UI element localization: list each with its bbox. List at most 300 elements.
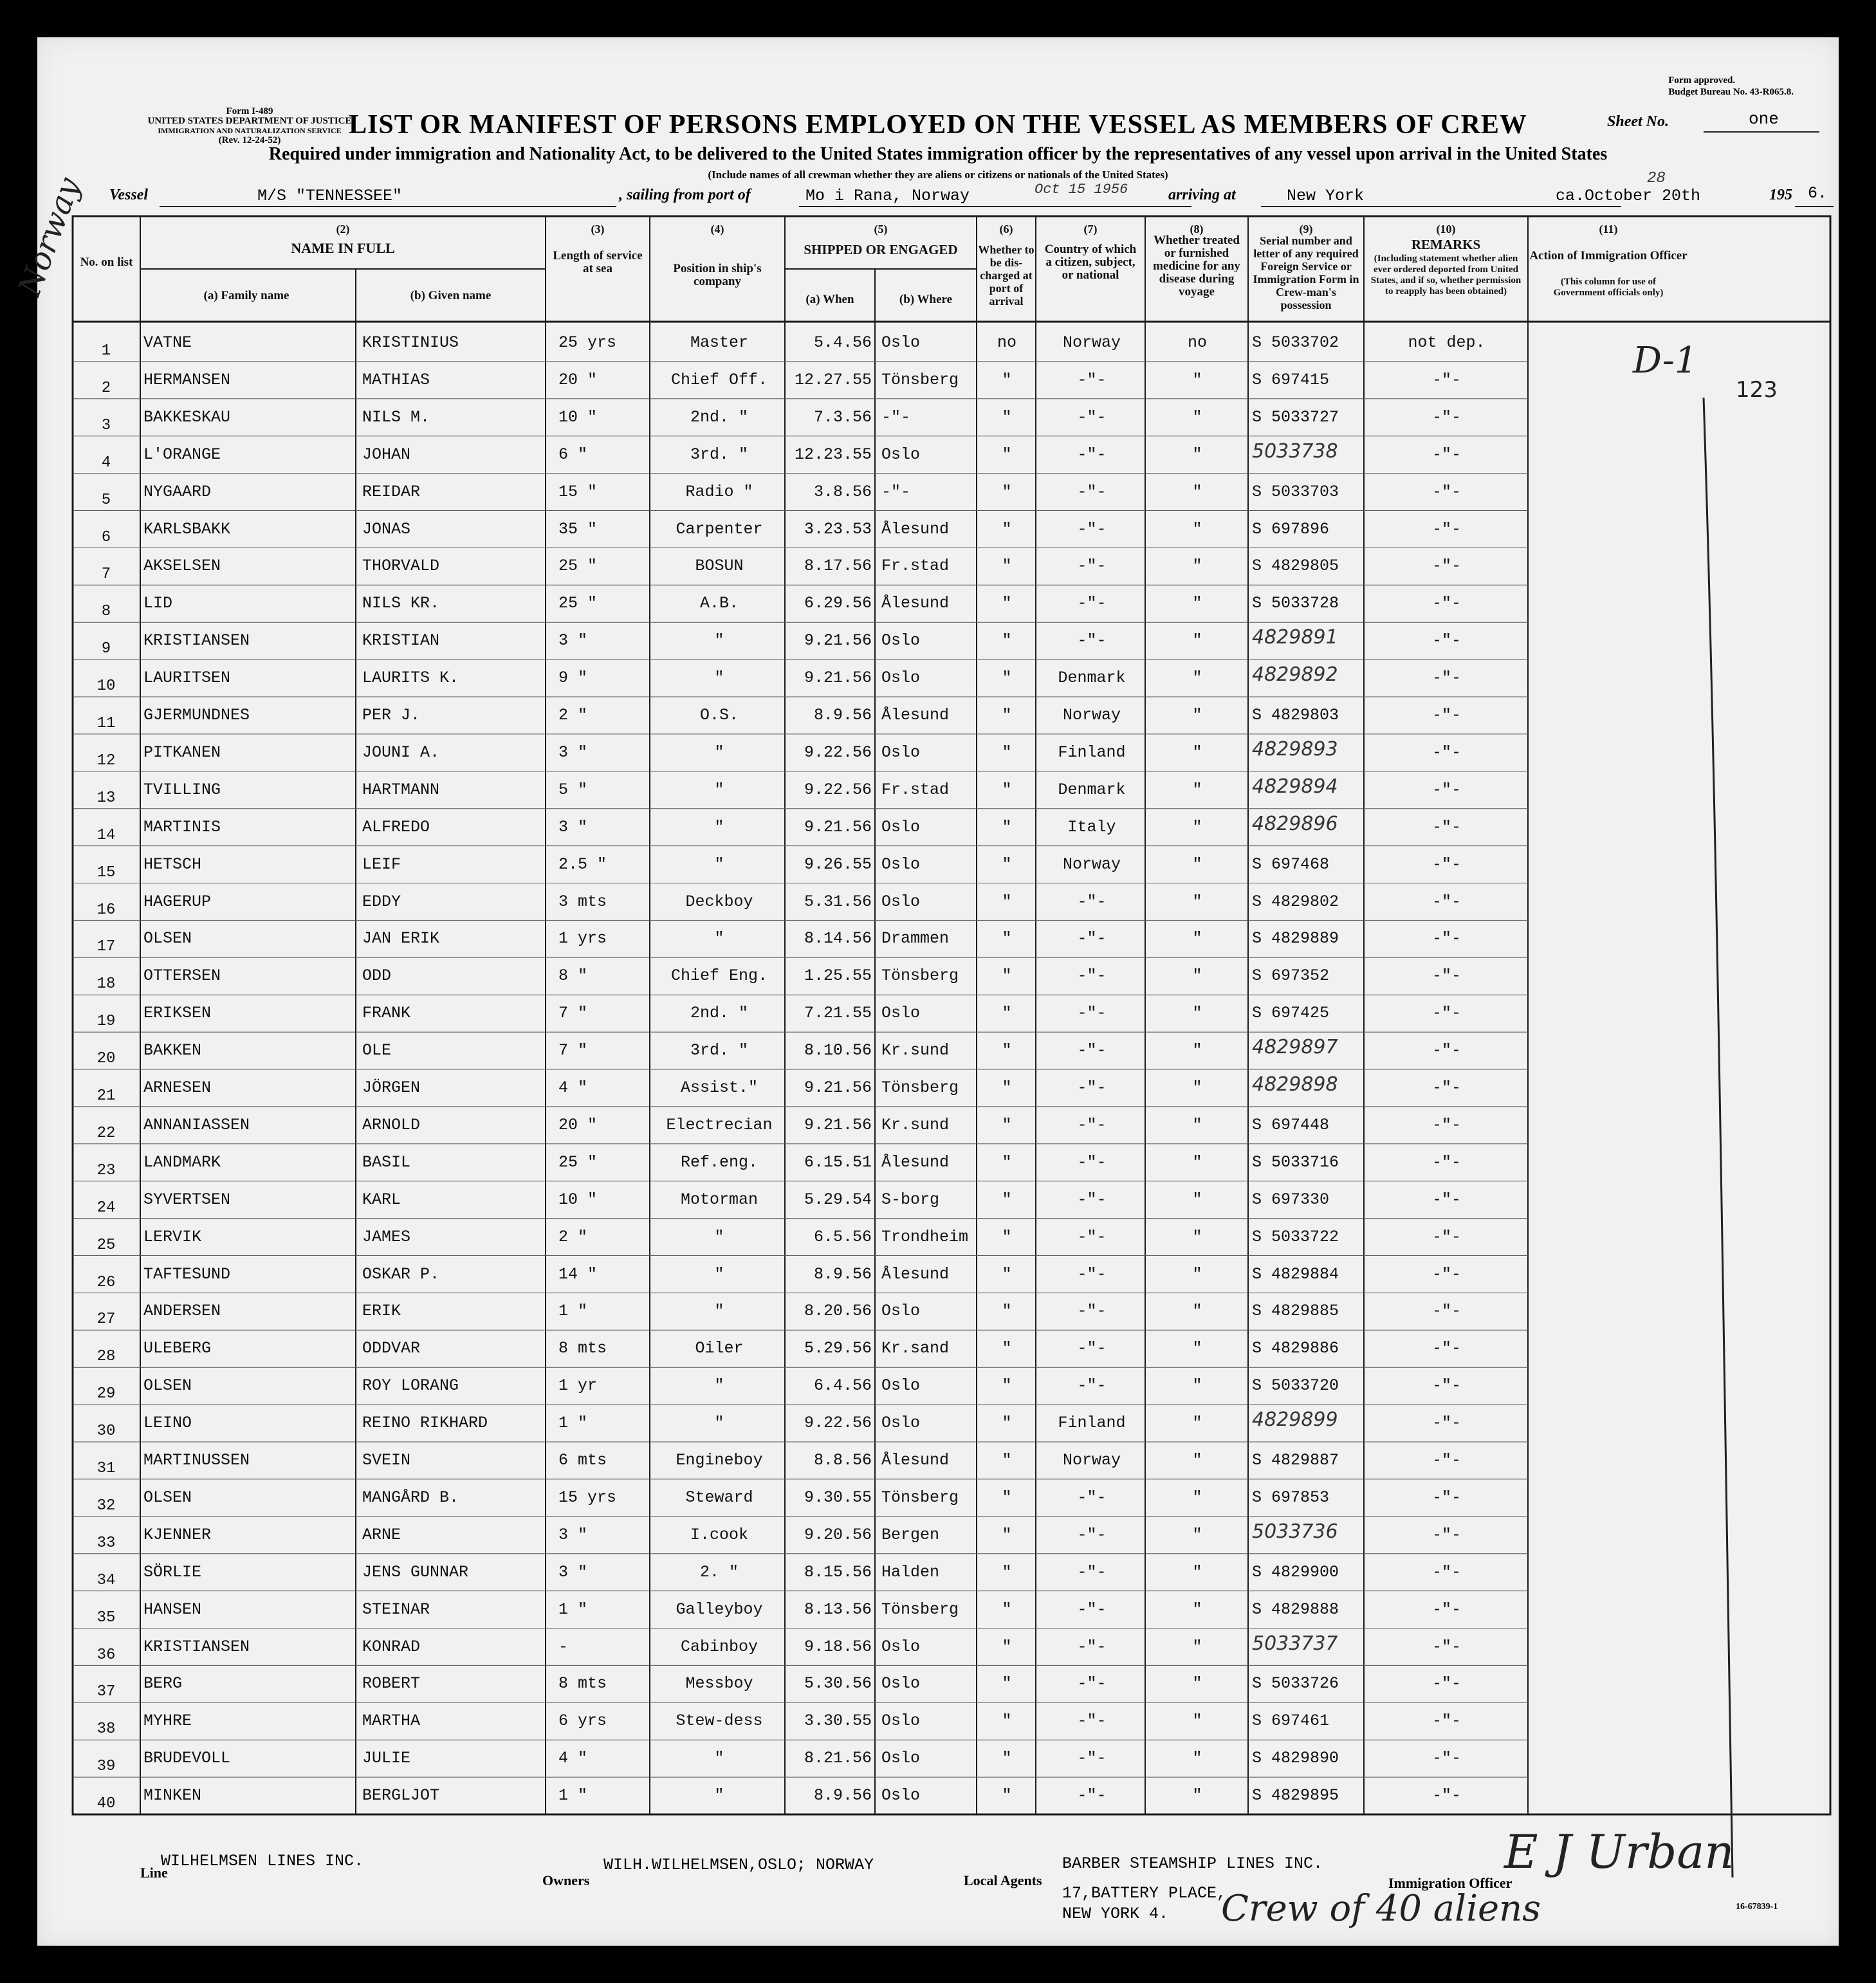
family-name: MINKEN (143, 1786, 202, 1805)
row-number: 27 (97, 1311, 116, 1329)
serial-number: 5033736 (1252, 1520, 1338, 1543)
remarks: -"- (1431, 1451, 1461, 1470)
serial-number: S 5033727 (1252, 407, 1339, 427)
position-in-company: 2nd. " (690, 407, 748, 427)
row-number: 14 (97, 826, 116, 844)
table-grid (37, 37, 1839, 1946)
length-of-service: 7 " (558, 1004, 588, 1023)
length-of-service: 25 " (558, 557, 598, 576)
row-number: 9 (101, 640, 111, 658)
header-col10-number: (10) (1436, 223, 1456, 235)
remarks: -"- (1431, 557, 1461, 576)
shipped-where: -"- (881, 482, 911, 501)
shipped-where: Tönsberg (881, 966, 959, 986)
discharged: " (1002, 1674, 1012, 1693)
length-of-service: 20 " (558, 370, 598, 389)
country: -"- (1077, 1749, 1107, 1768)
officer-label: Immigration Officer (1388, 1875, 1513, 1891)
remarks: -"- (1431, 854, 1461, 874)
length-of-service: 2.5 " (558, 854, 607, 874)
country: -"- (1077, 1264, 1107, 1284)
length-of-service: 3 " (558, 631, 588, 650)
length-of-service: 3 " (558, 1525, 588, 1544)
discharged: " (1002, 1414, 1012, 1433)
shipped-when: 5.31.56 (804, 892, 872, 911)
country: -"- (1077, 929, 1107, 948)
shipped-when: 6.5.56 (813, 1227, 872, 1246)
medicine: " (1192, 519, 1202, 539)
country: -"- (1077, 1302, 1107, 1321)
shipped-where: Tönsberg (881, 370, 959, 389)
shipped-when: 3.23.53 (804, 519, 872, 539)
position-in-company: Oiler (695, 1339, 744, 1358)
remarks: -"- (1431, 892, 1461, 911)
medicine: " (1192, 929, 1202, 948)
family-name: MYHRE (143, 1711, 192, 1731)
country: -"- (1077, 370, 1107, 389)
medicine: " (1192, 1414, 1202, 1433)
handwritten-sailing-date: Oct 15 1956 (1035, 181, 1128, 198)
row-number: 18 (97, 975, 116, 993)
country: Finland (1058, 742, 1126, 762)
agents-line-1: BARBER STEAMSHIP LINES INC. (1062, 1854, 1323, 1873)
family-name: OTTERSEN (143, 966, 221, 986)
country: -"- (1077, 519, 1107, 539)
country: Norway (1062, 706, 1121, 724)
country: -"- (1077, 1227, 1107, 1246)
length-of-service: 6 yrs (558, 1711, 607, 1731)
row-number: 39 (97, 1758, 116, 1776)
remarks: -"- (1431, 482, 1461, 501)
serial-number: S 4829895 (1252, 1786, 1339, 1805)
required-statement: Required under immigration and Nationality Act, to be delivered to the United States immigration officer by the representatives of any vessel upon arrival in the United States (268, 144, 1608, 164)
shipped-when: 3.30.55 (804, 1711, 872, 1731)
given-name: PER J. (362, 706, 421, 724)
serial-number: 5033737 (1252, 1632, 1338, 1655)
country: -"- (1077, 1711, 1107, 1731)
row-number: 33 (97, 1534, 116, 1552)
shipped-where: Oslo (881, 1376, 921, 1396)
serial-number: 4829892 (1252, 663, 1338, 687)
length-of-service: 25 yrs (558, 333, 617, 352)
shipped-where: Fr.stad (881, 557, 950, 576)
position-in-company: Master (690, 333, 748, 352)
family-name: NYGAARD (143, 482, 212, 501)
discharged: no (997, 333, 1016, 352)
given-name: MARTHA (362, 1711, 421, 1731)
header-shipped: SHIPPED OR ENGAGED (804, 242, 958, 257)
remarks: not dep. (1408, 333, 1485, 352)
shipped-when: 5.30.56 (804, 1674, 872, 1693)
country: -"- (1077, 966, 1107, 986)
revision-date: (Rev. 12-24-52) (218, 135, 281, 145)
medicine: " (1192, 1711, 1202, 1731)
remarks: -"- (1431, 445, 1461, 464)
row-number: 5 (101, 491, 111, 509)
arriving-label: arriving at (1168, 187, 1236, 203)
header-discharged: Whether to be dis-charged at port of arrival (978, 243, 1035, 308)
serial-number: S 4829805 (1252, 557, 1339, 576)
shipped-where: Kr.sand (881, 1339, 950, 1358)
department-name: UNITED STATES DEPARTMENT OF JUSTICE (147, 116, 352, 126)
remarks: -"- (1431, 1414, 1461, 1433)
discharged: " (1002, 370, 1012, 389)
line-value: WILHELMSEN LINES INC. (161, 1852, 364, 1870)
shipped-when: 7.21.55 (804, 1004, 872, 1023)
shipped-where: -"- (881, 407, 911, 427)
serial-number: 4829893 (1252, 737, 1338, 761)
remarks: -"- (1431, 1711, 1461, 1731)
given-name: HARTMANN (362, 780, 440, 799)
family-name: OLSEN (143, 1376, 192, 1396)
discharged: " (1002, 854, 1012, 874)
serial-number: S 697330 (1252, 1190, 1330, 1209)
remarks: -"- (1431, 1115, 1461, 1134)
discharged: " (1002, 1488, 1012, 1507)
shipped-when: 8.9.56 (813, 706, 872, 724)
row-number: 31 (97, 1460, 116, 1477)
country: -"- (1077, 631, 1107, 650)
position-in-company: Cabinboy (680, 1637, 759, 1656)
country: Norway (1062, 333, 1121, 352)
country: Italy (1067, 817, 1116, 836)
position-in-company: 2nd. " (690, 1004, 748, 1023)
medicine: " (1192, 370, 1202, 389)
position-in-company: " (714, 669, 724, 688)
header-remarks: REMARKS (1411, 237, 1481, 252)
country: -"- (1077, 407, 1107, 427)
shipped-where: Kr.sund (881, 1115, 950, 1134)
family-name: HANSEN (143, 1600, 202, 1619)
discharged: " (1002, 1004, 1012, 1023)
position-in-company: " (714, 1227, 724, 1246)
shipped-where: Drammen (881, 929, 950, 948)
row-number: 10 (97, 678, 116, 696)
serial-number: S 5033703 (1252, 482, 1339, 501)
position-in-company: " (714, 631, 724, 650)
remarks: -"- (1431, 1004, 1461, 1023)
shipped-where: Trondheim (881, 1227, 969, 1246)
header-position: Position in ship's company (673, 262, 762, 288)
given-name: BASIL (362, 1152, 411, 1172)
given-name: ROY LORANG (362, 1376, 459, 1396)
country: -"- (1077, 1190, 1107, 1209)
row-number: 16 (97, 901, 116, 919)
header-serial: Serial number and letter of any required Foreign Service or Immigration Form in Crew-man's possession (1253, 234, 1359, 311)
length-of-service: 3 mts (558, 892, 607, 911)
discharged: " (1002, 594, 1012, 613)
length-of-service: 8 mts (558, 1674, 607, 1693)
row-number: 1 (101, 342, 111, 360)
country: Finland (1058, 1414, 1126, 1433)
family-name: ANDERSEN (143, 1302, 221, 1321)
header-country: Country of which a citizen, subject, or national (1044, 243, 1137, 282)
header-medicine: Whether treated or furnished medicine for any disease during voyage (1153, 234, 1240, 299)
row-number: 15 (97, 863, 116, 881)
family-name: BAKKEN (143, 1041, 202, 1060)
discharged: " (1002, 1637, 1012, 1656)
given-name: ROBERT (362, 1674, 421, 1693)
shipped-where: Oslo (881, 1749, 921, 1768)
given-name: THORVALD (362, 557, 440, 576)
row-number: 21 (97, 1087, 116, 1105)
arriving-port: New York (1287, 187, 1365, 205)
position-in-company: Galleyboy (676, 1600, 763, 1619)
row-number: 36 (97, 1646, 116, 1664)
shipped-where: Ålesund (881, 706, 950, 724)
country: Denmark (1058, 780, 1126, 799)
medicine: " (1192, 1190, 1202, 1209)
country: -"- (1077, 1004, 1107, 1023)
medicine: " (1192, 594, 1202, 613)
header-col4-number: (4) (710, 223, 724, 235)
family-name: MARTINIS (143, 817, 221, 836)
remarks: -"- (1431, 966, 1461, 986)
discharged: " (1002, 1078, 1012, 1097)
row-number: 19 (97, 1013, 116, 1031)
shipped-where: Oslo (881, 333, 921, 352)
given-name: JOHAN (362, 445, 411, 464)
shipped-when: 8.21.56 (804, 1749, 872, 1768)
country: -"- (1077, 1562, 1107, 1582)
position-in-company: Steward (685, 1488, 753, 1507)
agents-line-2: 17,BATTERY PLACE, (1062, 1884, 1227, 1903)
country: -"- (1077, 1115, 1107, 1134)
row-number: 20 (97, 1050, 116, 1068)
owners-value: WILH.WILHELMSEN,OSLO; NORWAY (603, 1856, 874, 1874)
serial-number: S 5033716 (1252, 1152, 1339, 1172)
discharged: " (1002, 1339, 1012, 1358)
remarks: -"- (1431, 631, 1461, 650)
discharged: " (1002, 407, 1012, 427)
remarks: -"- (1431, 742, 1461, 762)
discharged: " (1002, 1711, 1012, 1731)
remarks: -"- (1431, 1302, 1461, 1321)
row-number: 2 (101, 379, 111, 397)
discharged: " (1002, 1376, 1012, 1396)
serial-number: S 5033722 (1252, 1227, 1339, 1246)
action-number: 123 (1736, 377, 1778, 403)
position-in-company: " (714, 1786, 724, 1805)
remarks: -"- (1431, 817, 1461, 836)
sheet-number-label: Sheet No. (1607, 113, 1669, 130)
family-name: LAURITSEN (143, 669, 231, 688)
family-name: KRISTIANSEN (143, 1637, 250, 1656)
row-number: 13 (97, 789, 116, 807)
position-in-company: Assist." (680, 1078, 759, 1097)
serial-number: S 5033702 (1252, 333, 1339, 352)
shipped-where: Oslo (881, 1637, 921, 1656)
position-in-company: " (714, 1749, 724, 1768)
vessel-label: Vessel (109, 187, 148, 203)
given-name: BERGLJOT (362, 1786, 440, 1805)
remarks: -"- (1431, 594, 1461, 613)
shipped-where: Oslo (881, 1786, 921, 1805)
agents-line-3: NEW YORK 4. (1062, 1905, 1169, 1923)
length-of-service: 8 mts (558, 1339, 607, 1358)
length-of-service: 10 " (558, 1190, 598, 1209)
medicine: " (1192, 1227, 1202, 1246)
given-name: ODD (362, 966, 392, 986)
given-name: REINO RIKHARD (362, 1414, 488, 1433)
length-of-service: 6 mts (558, 1451, 607, 1470)
shipped-when: 9.22.56 (804, 742, 872, 762)
manifest-sheet (12, 37, 1839, 1946)
medicine: " (1192, 669, 1202, 688)
given-name: STEINAR (362, 1600, 430, 1619)
row-number: 23 (97, 1161, 116, 1179)
medicine: " (1192, 1600, 1202, 1619)
position-in-company: Radio " (685, 482, 753, 501)
serial-number: S 4829884 (1252, 1264, 1339, 1284)
header-remarks-sub: (Including statement whether alien ever ordered deported from United States, and if so, whether permission to reapply has been obtained) (1370, 254, 1522, 297)
shipped-when: 8.9.56 (813, 1786, 872, 1805)
shipped-when: 8.8.56 (813, 1451, 872, 1470)
row-number: 7 (101, 566, 111, 584)
discharged: " (1002, 929, 1012, 948)
shipped-where: Oslo (881, 1004, 921, 1023)
length-of-service: 2 " (558, 1227, 588, 1246)
shipped-when: 8.9.56 (813, 1264, 872, 1284)
medicine: " (1192, 892, 1202, 911)
header-col6-number: (6) (999, 223, 1013, 235)
shipped-when: 9.21.56 (804, 631, 872, 650)
handwritten-arrival-day: 28 (1647, 170, 1666, 187)
approval-line-1: Form approved. (1668, 75, 1736, 86)
family-name: BRUDEVOLL (143, 1749, 231, 1768)
given-name: JAN ERIK (362, 929, 440, 948)
remarks: -"- (1431, 669, 1461, 688)
shipped-when: 3.8.56 (813, 482, 872, 501)
position-in-company: Messboy (685, 1674, 753, 1693)
header-action-sub: (This column for use of Government officials only) (1553, 277, 1664, 298)
position-in-company: BOSUN (695, 557, 744, 576)
shipped-where: Ålesund (881, 519, 950, 539)
medicine: " (1192, 1041, 1202, 1060)
position-in-company: " (714, 1302, 724, 1321)
year-digit: 6. (1808, 184, 1828, 203)
shipped-where: Tönsberg (881, 1488, 959, 1507)
shipped-where: Ålesund (881, 1152, 950, 1172)
remarks: -"- (1431, 1600, 1461, 1619)
serial-number: S 4829889 (1252, 929, 1339, 948)
medicine: " (1192, 631, 1202, 650)
row-number: 37 (97, 1683, 116, 1701)
length-of-service: 3 " (558, 1562, 588, 1582)
discharged: " (1002, 1152, 1012, 1172)
family-name: OLSEN (143, 929, 192, 948)
country: Norway (1062, 854, 1121, 874)
discharged: " (1002, 706, 1012, 724)
discharged: " (1002, 780, 1012, 799)
row-number: 6 (101, 528, 111, 546)
header-col3-number: (3) (591, 223, 605, 235)
length-of-service: 10 " (558, 407, 598, 427)
table-border (73, 216, 1830, 1814)
length-of-service: 4 " (558, 1749, 588, 1768)
discharged: " (1002, 966, 1012, 986)
medicine: " (1192, 966, 1202, 986)
serial-number: S 5033720 (1252, 1376, 1339, 1396)
medicine: " (1192, 1562, 1202, 1582)
remarks: -"- (1431, 929, 1461, 948)
shipped-when: 5.29.54 (804, 1190, 872, 1209)
serial-number: 4829897 (1252, 1036, 1338, 1059)
shipped-where: Halden (881, 1562, 940, 1582)
country: -"- (1077, 1637, 1107, 1656)
position-in-company: Electrecian (666, 1115, 773, 1134)
family-name: SYVERTSEN (143, 1190, 231, 1209)
serial-number: S 5033726 (1252, 1674, 1339, 1693)
given-name: LAURITS K. (362, 669, 459, 688)
family-name: ERIKSEN (143, 1004, 212, 1023)
row-number: 8 (101, 603, 111, 621)
shipped-when: 8.10.56 (804, 1041, 872, 1060)
row-number: 30 (97, 1423, 116, 1441)
shipped-when: 9.30.55 (804, 1488, 872, 1507)
position-in-company: " (714, 780, 724, 799)
shipped-where: Oslo (881, 1414, 921, 1433)
header-given-name: (b) Given name (410, 289, 492, 302)
medicine: " (1192, 1376, 1202, 1396)
position-in-company: " (714, 929, 724, 948)
family-name: HERMANSEN (143, 370, 231, 389)
serial-number: 4829898 (1252, 1073, 1338, 1096)
shipped-when: 12.23.55 (794, 445, 872, 464)
shipped-when: 8.13.56 (804, 1600, 872, 1619)
remarks: -"- (1431, 780, 1461, 799)
country: -"- (1077, 1041, 1107, 1060)
shipped-where: Oslo (881, 631, 921, 650)
medicine: no (1187, 333, 1207, 352)
medicine: " (1192, 1302, 1202, 1321)
country: -"- (1077, 445, 1107, 464)
crew-count-note: Crew of 40 aliens (1221, 1888, 1541, 1930)
line-label: Line (140, 1865, 168, 1881)
given-name: JONAS (362, 519, 411, 539)
family-name: KARLSBAKK (143, 519, 231, 539)
shipped-when: 9.21.56 (804, 669, 872, 688)
country: -"- (1077, 482, 1107, 501)
discharged: " (1002, 482, 1012, 501)
given-name: KONRAD (362, 1637, 421, 1656)
shipped-where: Fr.stad (881, 780, 950, 799)
agents-label: Local Agents (964, 1872, 1042, 1888)
discharged: " (1002, 1525, 1012, 1544)
shipped-when: 6.29.56 (804, 594, 872, 613)
family-name: HAGERUP (143, 892, 212, 911)
owners-label: Owners (542, 1872, 590, 1888)
discharged: " (1002, 1115, 1012, 1134)
remarks: -"- (1431, 1227, 1461, 1246)
officer-signature: E J Urban (1504, 1825, 1734, 1879)
shipped-where: Oslo (881, 1711, 921, 1731)
position-in-company: " (714, 742, 724, 762)
medicine: " (1192, 482, 1202, 501)
remarks: -"- (1431, 1786, 1461, 1805)
given-name: NILS M. (362, 407, 430, 427)
length-of-service: 25 " (558, 1152, 598, 1172)
given-name: ARNOLD (362, 1115, 421, 1134)
discharged: " (1002, 1786, 1012, 1805)
header-col2-number: (2) (336, 223, 350, 235)
given-name: FRANK (362, 1004, 411, 1023)
serial-number: S 697468 (1252, 854, 1330, 874)
remarks: -"- (1431, 1264, 1461, 1284)
length-of-service: 7 " (558, 1041, 588, 1060)
row-number: 17 (97, 938, 116, 956)
given-name: OSKAR P. (362, 1264, 440, 1284)
